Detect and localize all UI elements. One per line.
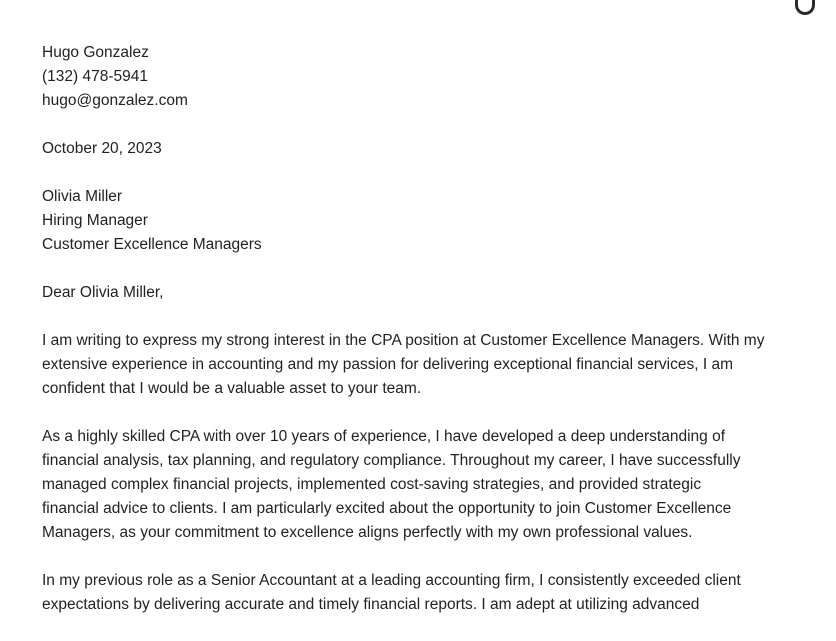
paragraph-line: financial advice to clients. I am particularly excited about the opportunity to join Customer Excellence bbox=[42, 500, 732, 517]
paragraph-line: expectations by delivering accurate and timely financial reports. I am adept at utilizing advanced bbox=[42, 596, 700, 613]
paragraph-line: confident that I would be a valuable asset to your team. bbox=[42, 380, 422, 397]
body-paragraph bbox=[42, 329, 822, 401]
paragraph-line: financial analysis, tax planning, and regulatory compliance. Throughout my career, I have successfully bbox=[42, 452, 741, 469]
date-block bbox=[42, 137, 822, 161]
partial-circle-icon bbox=[795, 0, 815, 15]
body-paragraph bbox=[42, 569, 822, 617]
recipient-block bbox=[42, 185, 822, 257]
body-paragraph bbox=[42, 425, 822, 545]
recipient-name: Olivia Miller bbox=[42, 188, 123, 205]
paragraph-line: managed complex financial projects, implemented cost-saving strategies, and provided strategic bbox=[42, 476, 702, 493]
recipient-company: Customer Excellence Managers bbox=[42, 236, 262, 253]
sender-phone: (132) 478-5941 bbox=[42, 68, 148, 85]
sender-name: Hugo Gonzalez bbox=[42, 44, 149, 61]
salutation: Dear Olivia Miller, bbox=[42, 284, 164, 301]
paragraph-line: As a highly skilled CPA with over 10 years of experience, I have developed a deep understanding of bbox=[42, 428, 725, 445]
recipient-title: Hiring Manager bbox=[42, 212, 148, 229]
salutation-block bbox=[42, 281, 822, 305]
body-paragraphs bbox=[42, 329, 822, 617]
paragraph-line: Managers, as your commitment to excellence aligns perfectly with my own professional values. bbox=[42, 524, 693, 541]
sender-email: hugo@gonzalez.com bbox=[42, 92, 188, 109]
sender-block bbox=[42, 41, 822, 113]
cover-letter bbox=[42, 41, 822, 641]
letter-date: October 20, 2023 bbox=[42, 140, 162, 157]
paragraph-line: I am writing to express my strong interest in the CPA position at Customer Excellence Managers. With my bbox=[42, 332, 765, 349]
paragraph-line: extensive experience in accounting and my passion for delivering exceptional financial services, I am bbox=[42, 356, 733, 373]
paragraph-line: In my previous role as a Senior Accountant at a leading accounting firm, I consistently exceeded client bbox=[42, 572, 741, 589]
